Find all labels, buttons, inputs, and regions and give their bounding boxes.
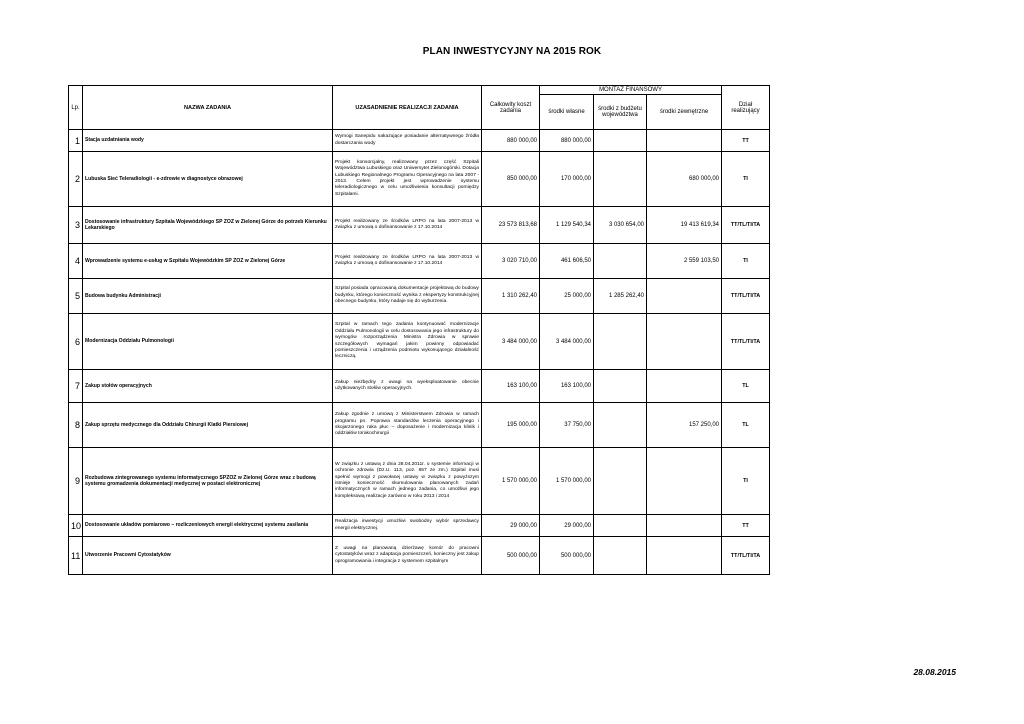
header-own-funds: środki własne (540, 95, 594, 130)
external-funds-cell: 19 413 619,34 (647, 207, 722, 244)
total-cost-cell: 3 020 710,00 (482, 244, 540, 279)
justification-cell: Wymogi Sanepidu nakazujące posiadanie alternatywnego źródła dostarczania wody (333, 130, 482, 152)
task-name-cell: Rozbudowa zintegrowanego systemu informatycznego SPZOZ w Zielonej Górze wraz z budową systemu gromadzenia dokumentacji medycznej w postaci elektronicznej (83, 448, 333, 515)
external-funds-cell (647, 537, 722, 575)
row-number-cell: 5 (69, 279, 83, 314)
external-funds-cell: 2 559 103,50 (647, 244, 722, 279)
external-funds-cell: 157 250,00 (647, 403, 722, 448)
row-number-cell: 8 (69, 403, 83, 448)
row-number-cell: 6 (69, 314, 83, 370)
external-funds-cell (647, 279, 722, 314)
header-total-cost: Całkowity koszt zadania (482, 86, 540, 130)
table-row (69, 370, 770, 403)
department-cell: TT (722, 515, 770, 537)
table-row (69, 279, 770, 314)
header-financing: MONTAŻ FINANSOWY (540, 86, 722, 95)
justification-cell: Szpital w ramach tego zadania kontynuować modernizacje Oddziału Pulmonologii w celu dostosowania jego infrastruktury do wymogów rozporządzenia Ministra Zdrowia w sprawie szczegółowych wymagań jakim powinny odpowiadać pomieszczenia i urządzenia podmiotu wykonującego działalność leczniczą. (333, 314, 482, 370)
budget-funds-cell (594, 537, 647, 575)
investment-plan-table (68, 85, 770, 575)
table-row (69, 314, 770, 370)
department-cell: TT (722, 130, 770, 152)
row-number-cell: 7 (69, 370, 83, 403)
own-funds-cell: 461 606,50 (540, 244, 594, 279)
department-cell: TL (722, 370, 770, 403)
justification-cell: Z uwagi na planowaną dzierżawę komór do pracowni cytostatyków wraz z adaptacja pomieszczeń, konieczny jest zakup oprogramowania i integracja z systemem szpitalnym (333, 537, 482, 575)
justification-cell: Szpital posiada opracowaną dokumentacje projektową do budowy budynku, którego konieczność wynika z ekspertyzy konstrukcyjnej obecnego budynku, który nadaje się do wyburzenia. (333, 279, 482, 314)
department-cell: TI (722, 244, 770, 279)
task-name-cell: Stacja uzdatniania wody (83, 130, 333, 152)
row-number-cell: 10 (69, 515, 83, 537)
own-funds-cell: 880 000,00 (540, 130, 594, 152)
justification-cell: W związku z ustawą z dnia 28.04.2011r. o systemie informacji w ochronie zdrowia (Dz.U. 113, poz. 657 ze zm.) Szpital musi spełnić wymogi z powołanej ustawy w związku z powyższym istnieje konieczność skumulowania planowanych zadań informatycznych w ramach jednego zadania, co umożliwi jego kompleksową realizacje zarówno w roku 2013 i 2014 (333, 448, 482, 515)
department-cell: TL (722, 403, 770, 448)
table-row (69, 244, 770, 279)
justification-cell: Projekt realizowany ze środków LRPO na lata 2007-2013 w związku z umową o dofinansowanie z 17.10.2014 (333, 207, 482, 244)
total-cost-cell: 195 000,00 (482, 403, 540, 448)
total-cost-cell: 500 000,00 (482, 537, 540, 575)
row-number-cell: 2 (69, 152, 83, 207)
own-funds-cell: 1 570 000,00 (540, 448, 594, 515)
total-cost-cell: 23 573 813,68 (482, 207, 540, 244)
own-funds-cell: 1 129 540,34 (540, 207, 594, 244)
task-name-cell: Modernizacja Oddziału Pulmonologii (83, 314, 333, 370)
external-funds-cell: 680 000,00 (647, 152, 722, 207)
department-cell: TT/TL/TI/TA (722, 314, 770, 370)
budget-funds-cell (594, 314, 647, 370)
document-date: 28.08.2015 (913, 667, 956, 677)
own-funds-cell: 163 100,00 (540, 370, 594, 403)
external-funds-cell (647, 314, 722, 370)
header-justification: UZASADNIENIE REALIZACJI ZADANIA (333, 86, 482, 130)
own-funds-cell: 3 484 000,00 (540, 314, 594, 370)
task-name-cell: Dostosowanie układów pomiarowo – rozliczeniowych energii elektrycznej systemu zasilania (83, 515, 333, 537)
header-budget-funds: środki z budżetu województwa (594, 95, 647, 130)
header-lp: Lp. (69, 86, 83, 130)
own-funds-cell: 170 000,00 (540, 152, 594, 207)
row-number-cell: 1 (69, 130, 83, 152)
justification-cell: Realizacja inwestycji umożliwi swobodny wybór sprzedawcy energii elektrycznej. (333, 515, 482, 537)
own-funds-cell: 29 000,00 (540, 515, 594, 537)
department-cell: TT/TL/TI/TA (722, 279, 770, 314)
row-number-cell: 3 (69, 207, 83, 244)
table-body (69, 130, 770, 575)
budget-funds-cell (594, 403, 647, 448)
task-name-cell: Lubuska Sieć Teleradiologii - e-zdrowie w diagnostyce obrazowej (83, 152, 333, 207)
table-row (69, 403, 770, 448)
external-funds-cell (647, 448, 722, 515)
budget-funds-cell: 3 030 654,00 (594, 207, 647, 244)
header-task-name: NAZWA ZADANIA (83, 86, 333, 130)
header-external-funds: środki zewnętrzne (647, 95, 722, 130)
table-row (69, 515, 770, 537)
table-row (69, 537, 770, 575)
budget-funds-cell (594, 130, 647, 152)
external-funds-cell (647, 370, 722, 403)
department-cell: TI (722, 152, 770, 207)
table-row (69, 207, 770, 244)
justification-cell: Zakup niezbędny z uwagi na wyeksploatowanie obecnie użytkowanych stołów operacyjnych. (333, 370, 482, 403)
justification-cell: Zakup zgodnie z umową z Ministerstwem Zdrowia w ramach programu pn. Poprawa standardów leczenia operacyjnego i skojarzonego raka płuc – doposażenie i modernizacja klinik i oddziałów torakochirurgii (333, 403, 482, 448)
page-title: PLAN INWESTYCYJNY NA 2015 ROK (422, 46, 602, 57)
department-cell: TI (722, 448, 770, 515)
budget-funds-cell (594, 448, 647, 515)
total-cost-cell: 1 570 000,00 (482, 448, 540, 515)
task-name-cell: Zakup stołów operacyjnych (83, 370, 333, 403)
own-funds-cell: 25 000,00 (540, 279, 594, 314)
own-funds-cell: 500 000,00 (540, 537, 594, 575)
budget-funds-cell (594, 370, 647, 403)
department-cell: TT/TL/TI/TA (722, 207, 770, 244)
task-name-cell: Utworzenie Pracowni Cytostatyków (83, 537, 333, 575)
task-name-cell: Wprowadzenie systemu e-usług w Szpitalu Wojewódzkim SP ZOZ w Zielonej Górze (83, 244, 333, 279)
table-row (69, 448, 770, 515)
total-cost-cell: 880 000,00 (482, 130, 540, 152)
row-number-cell: 11 (69, 537, 83, 575)
total-cost-cell: 163 100,00 (482, 370, 540, 403)
department-cell: TT/TL/TI/TA (722, 537, 770, 575)
row-number-cell: 4 (69, 244, 83, 279)
total-cost-cell: 850 000,00 (482, 152, 540, 207)
task-name-cell: Dostosowanie infrastruktury Szpitala Wojewódzkiego SP ZOZ w Zielonej Górze do potrzeb Kierunku Lekarskiego (83, 207, 333, 244)
table-row (69, 152, 770, 207)
justification-cell: Projekt realizowany ze środków LRPO na lata 2007-2013 w związku z umową o dofinansowanie z 17.10.2014 (333, 244, 482, 279)
budget-funds-cell (594, 152, 647, 207)
total-cost-cell: 1 310 262,40 (482, 279, 540, 314)
budget-funds-cell (594, 515, 647, 537)
own-funds-cell: 37 750,00 (540, 403, 594, 448)
justification-cell: Projekt konsorcjalny, realizowany przez część Szpitali Województwa Lubuskiego oraz Uniwersytet Zielonogórski. Dotacja Lubuskiego Regionalnego Programu Operacyjnego na lata 2007 - 2013. Celem projekt jest wprowadzenie systemu teleradiologicznego w celu umożliwienia konsultacji pomiędzy Szpitalami. (333, 152, 482, 207)
external-funds-cell (647, 515, 722, 537)
table-row (69, 130, 770, 152)
task-name-cell: Zakup sprzętu medycznego dla Oddziału Chirurgii Klatki Piersiowej (83, 403, 333, 448)
task-name-cell: Budowa budynku Administracji (83, 279, 333, 314)
total-cost-cell: 3 484 000,00 (482, 314, 540, 370)
header-department: Dział realizujący (722, 86, 770, 130)
external-funds-cell (647, 130, 722, 152)
total-cost-cell: 29 000,00 (482, 515, 540, 537)
row-number-cell: 9 (69, 448, 83, 515)
budget-funds-cell (594, 244, 647, 279)
budget-funds-cell: 1 285 262,40 (594, 279, 647, 314)
